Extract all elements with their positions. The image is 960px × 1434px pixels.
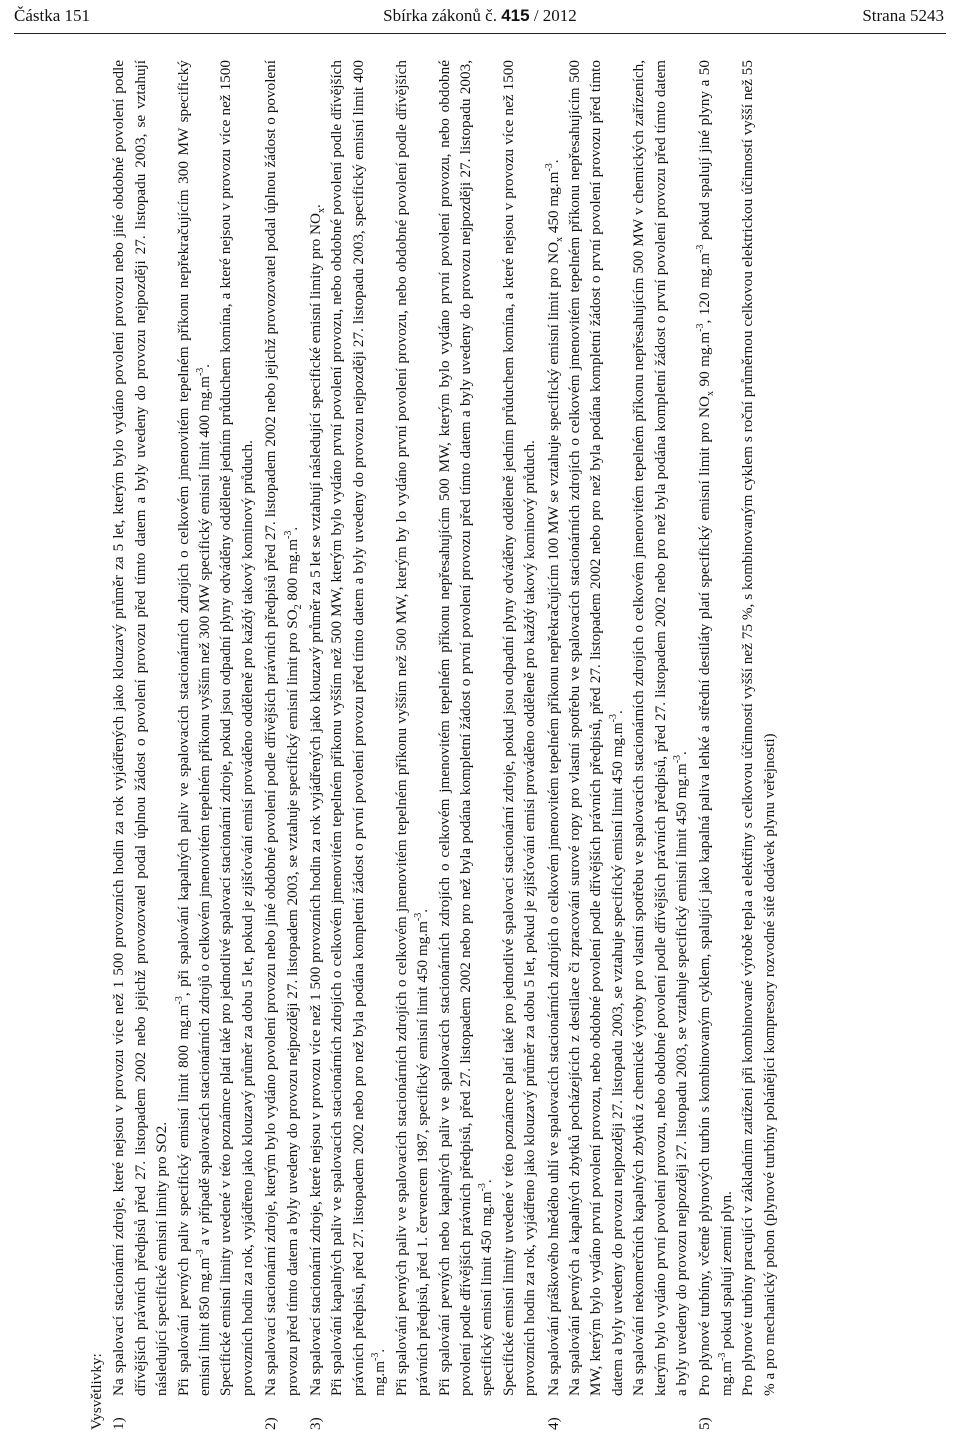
law-number: 415: [501, 6, 530, 25]
explanatory-notes: [86, 60, 960, 1430]
note-paragraph: Při spalování pevných paliv ve spalovacích stacionárních zdrojích o celkovém jmenovitém tepelném příkonu vyšším než 500 MW, kterým by lo vydáno první povolení provozu, nebo obdobné povolení podle dřívějších právních předpisů, před 1. červencem 1987, specifický emisní limit 450 $mg.m^{-3}$.: [392, 60, 432, 1396]
note-paragraph: Specifické emisní limity uvedené v této poznámce platí také pro jednotlivé spalovací stacionární zdroje, pokud jsou odpadní plyny odváděny odděleně jedním průduchem komína, a které nejsou v provozu více než 1500 provozních hodin za rok, vyjádřeno jako klouzavý průměr za dobu 5 let, pokud je zjišťování emisí prováděno odděleně pro každý takový kominový průduch.: [499, 60, 539, 1396]
note-body: [305, 60, 540, 1396]
note-paragraph: Pro plynové turbíny pracující v základním zatížení při kombinované výrobě tepla a elektřiny s celkovou účinností vyšší než 75 %, s kombinovaným cyklem s roční průměrnou celkovou elektrickou účinností vyšší než 55 % a pro mechanický pohon (plynové turbíny pohánějící kompresory rozvodné sítě dodávek plynu veřejnosti): [739, 60, 778, 1396]
note-paragraph: Při spalování pevných nebo kapalných paliv ve spalovacích stacionárních zdrojích o celkovém jmenovitém tepelném příkonu nepřesahujícím 500 MW, kterým bylo vydáno první povolení provozu, nebo obdobné povolení podle dřívějších právních předpisů, před 27. listopadem 2002 nebo pro než byla podána kompletní žádost o první povolení provozu před tímto datem a byly uvedeny do provozu nejpozději 27. listopadu 2003, specifický emisní limit 450 $mg.m^{-3}$.: [435, 60, 496, 1396]
note-paragraph: Při spalování kapalných paliv ve spalovacích stacionárních zdrojích o celkovém jmenovitém tepelném příkonu vyšším než 500 MW, kterým bylo vydáno první povolení provozu, nebo obdobné povolení podle dřívějších právních předpisů, před 27. listopadem 2002 nebo pro než byla podána kompletní žádost o první povolení provozu před tímto datem a byly uvedeny do provozu nejpozději 27. listopadu 2003, specifický emisní limit 400 $mg.m^{-3}$.: [328, 60, 389, 1396]
note-paragraph: Na spalovací stacionární zdroje, které nejsou v provozu více než 1 500 provozních hodin za rok vyjádřených jako klouzavý průměr za 5 let, kterým bylo vydáno povolení provozu nebo jiné obdobné povolení podle dřívějších právních předpisů před 27. listopadem 2002 nebo jejichž provozovatel podal úplnou žádost o povolení provozu před tímto datem a byly uvedeny do provozu nejpozději 27. listopadu 2003, se vztahují následující specifické emisní limity pro SO2.: [110, 60, 171, 1396]
collection-name: Sbírka zákonů č.: [383, 6, 497, 25]
note-item: [260, 60, 303, 1430]
note-number: 3): [307, 1417, 325, 1430]
note-paragraph: Specifické emisní limity uvedené v této poznámce platí také pro jednotlivé spalovací stacionární zdroje, pokud jsou odpadní plyny odváděny odděleně jedním průduchem komína, a které nejsou v provozu více než 1500 provozních hodin za rok, vyjádřeno jako klouzavý průměr za dobu 5 let, pokud je zjišťování emisí prováděno odděleně pro každý takový kominový průduch.: [217, 60, 256, 1396]
note-item: [694, 60, 780, 1430]
note-body: [543, 60, 693, 1396]
note-paragraph: Při spalování pevných paliv specifický emisní limit 800 $mg.m^{-3}$, při spalování kapalných paliv ve spalovacích stacionárních zdrojích o celkovém jmenovitém tepelném příkonu nepřekračujícím 300 MW specifický emisní limit 850 $mg.m^{-3}$ a v případě spalovacích stacionárních zdrojů o celkovém jmenovitém tepelném příkonu vyšším než 300 MW specifický emisní limit 400 $mg.m^{-3}$.: [173, 60, 214, 1396]
header-rule: [14, 33, 946, 34]
note-paragraph: Na spalovací stacionární zdroje, kterým bylo vydáno povolení provozu nebo jiné obdobné povolení podle dřívějších právních předpisů před 27. listopadem 2002 nebo jejichž provozovatel podal úplnou žádost o povolení provozu před tímto datem a byly uvedeny do provozu nejpozději 27. listopadem 2003, se vztahuje specifický emisní limit pro $SO_2$ 800 $mg.m^{-3}$.: [262, 60, 304, 1396]
note-paragraph: Na spalovací stacionární zdroje, které nejsou v provozu více než 1 500 provozních hodin za rok vyjádřených jako klouzavý průměr za 5 let se vztahují následující specifické emisní limity pro $NO_x$.: [307, 204, 328, 1396]
note-paragraph: Na spalování nekomerčních kapalných zbytků z chemické výroby pro vlastní spotřebu ve spalovacích stacionárních zdrojích o celkovém jmenovitém tepelném příkonu nepřesahujícím 500 MW v chemických zařízeních, kterým bylo vydáno první povolení provozu, nebo obdobné povolení podle dřívějších právních předpisů, před 27. listopadem 2002 nebo pro než byla podána kompletní žádost o první povolení provozu před tímto datem a byly uvedeny do provozu nejpozději 27. listopadu 2003, se vztahuje specifický emisní limit 450 $mg.m^{-3}$.: [630, 60, 690, 1396]
note-paragraph: Na spalování práškového hnědého uhlí ve spalovacích stacionárních zdrojích o celkovém jmenovitém tepelném příkonu nepřekračujícím 100 MW se vztahuje specifický emisní limit pro $NO_x$ 450 $mg.m^{-3}$.: [543, 159, 565, 1396]
rotated-content-area: [0, 50, 960, 1434]
note-item: [543, 60, 693, 1430]
collection-title: [0, 6, 960, 26]
note-item: [108, 60, 258, 1430]
note-number: 2): [262, 1417, 280, 1430]
note-item: [305, 60, 540, 1430]
notes-title: Vysvětlivky:: [88, 1353, 105, 1430]
note-number: 5): [696, 1417, 714, 1430]
note-body: [260, 60, 303, 1396]
page-header: [0, 0, 960, 36]
law-year: / 2012: [533, 6, 577, 25]
note-body: [108, 60, 258, 1396]
note-paragraph: Pro plynové turbíny, včetně plynových turbín s kombinovaným cyklem, spalující jako kapalná paliva lehké a střední destiláty platí specifický emisní limit pro $NO_x$ 90 $mg.m^{-3}$, 120 $mg.m^{-3}$ pokud spalují jiné plyny a 50 $mg.m^{-3}$ pokud spalují zemní plyn.: [695, 60, 735, 1396]
note-number: 1): [110, 1417, 128, 1430]
note-number: 4): [544, 1417, 562, 1430]
page-number: Strana 5243: [862, 6, 944, 25]
note-body: [694, 60, 780, 1396]
notes-list: [108, 60, 780, 1430]
issue-part: Částka 151: [14, 6, 91, 25]
note-paragraph: Na spalování pevných a kapalných zbytků pocházejících z destilace či zpracování surové ropy pro vlastní spotřebu ve spalovacích stacionárních zdrojích o celkovém jmenovitém tepelném příkonu nepřesahujícím 500 MW, kterým bylo vydáno první povolení provozu, nebo obdobné povolení podle dřívějších právních předpisů, před 27. listopadem 2002 nebo pro než byla podána kompletní žádost o první povolení provozu před tímto datem a byly uvedeny do provozu nejpozději 27. listopadu 2003, se vztahuje specifický emisní limit 450 $mg.m^{-3}$.: [565, 60, 626, 1396]
